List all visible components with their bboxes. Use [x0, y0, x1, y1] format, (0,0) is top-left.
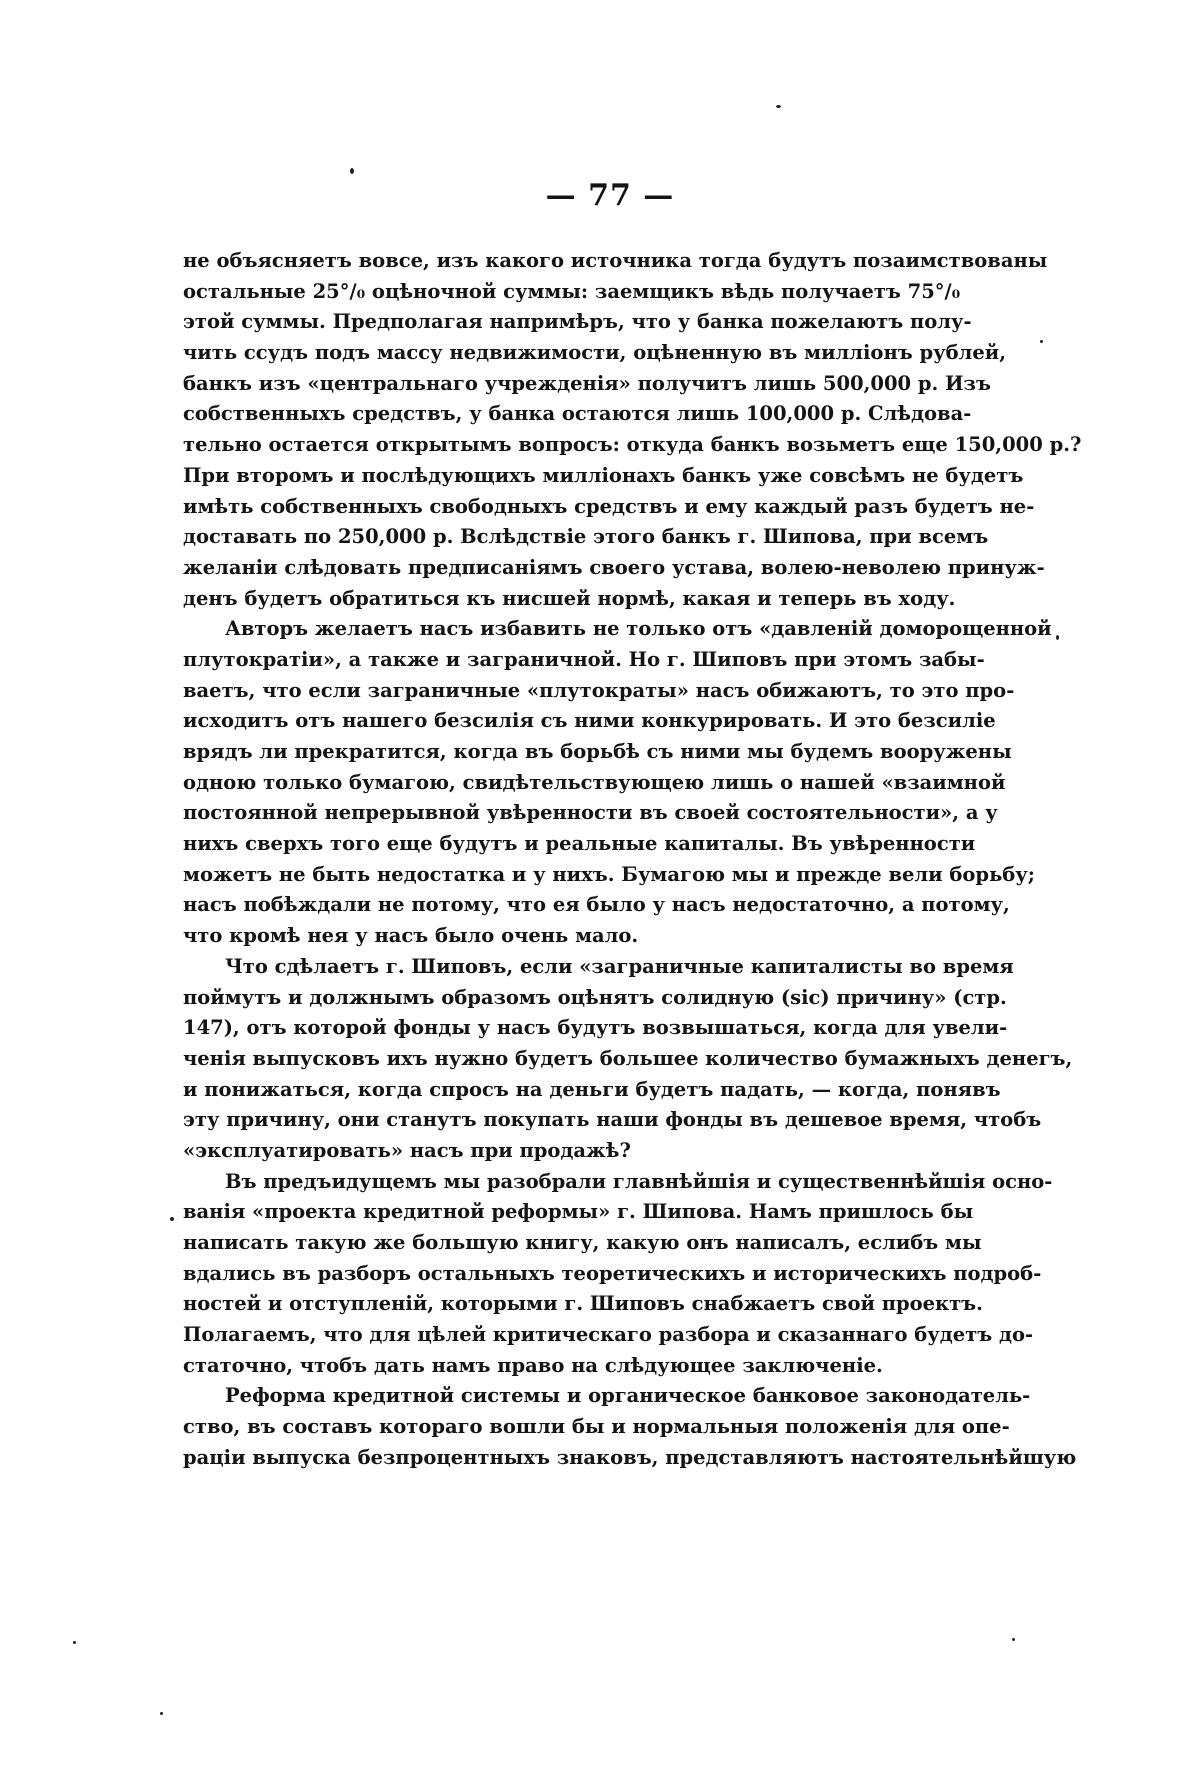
text-line: что кромѣ нея у насъ было очень мало. [183, 924, 639, 948]
text-line: При второмъ и послѣдующихъ милліонахъ банкъ уже совсѣмъ не будетъ [183, 463, 1024, 487]
paragraph-2 [183, 614, 1052, 952]
text-line: ваетъ, что если заграничные «плутократы» насъ обижаютъ, то это про- [183, 678, 1015, 702]
text-line: написать такую же большую книгу, какую онъ написалъ, еслибъ мы [183, 1231, 982, 1254]
text-line: исходитъ отъ нашего безсилія съ ними конкурировать. И это безсиліе [183, 709, 996, 733]
text-line: вдались въ разборъ остальныхъ теоретическихъ и историческихъ подроб- [183, 1261, 1042, 1285]
text-line: «эксплуатировать» насъ при продажѣ? [183, 1138, 631, 1162]
text-line: постоянной непрерывной увѣренности въ своей состоятельности», а у [183, 801, 998, 825]
text-line: ченія выпусковъ ихъ нужно будетъ большее количество бумажныхъ денегъ, [183, 1046, 1073, 1070]
ink-speck [160, 1712, 163, 1715]
text-line: Что сдѣлаетъ г. Шиповъ, если «заграничные капиталисты во время [225, 954, 1014, 978]
text-line: плутократіи», а также и заграничной. Но г. Шиповъ при этомъ забы- [183, 647, 985, 671]
paragraph-5 [183, 1381, 1077, 1473]
text-line: одною только бумагою, свидѣтельствующею лишь о нашей «взаимной [183, 770, 1006, 794]
ink-speck [776, 105, 781, 108]
text-line: собственныхъ средствъ, у банка остаются лишь 100,000 р. Слѣдова- [183, 402, 972, 426]
text-line: денъ будетъ обратиться къ нисшей нормѣ, какая и теперь въ ходу. [183, 586, 956, 610]
text-line: статочно, чтобъ дать намъ право на слѣдующее заключеніе. [183, 1353, 883, 1377]
text-line: Реформа кредитной системы и органическое банковое законодатель- [225, 1384, 1031, 1408]
paragraph-3 [183, 952, 1073, 1167]
text-line: банкъ изъ «центральнаго учрежденія» получитъ лишь 500,000 р. Изъ [183, 371, 991, 395]
text-line: и понижаться, когда спросъ на деньги будетъ падать, — когда, понявъ [183, 1077, 1001, 1101]
ink-speck [170, 1217, 174, 1221]
ink-speck [350, 168, 354, 174]
ink-speck [1012, 1638, 1015, 1641]
text-line: желаніи слѣдовать предписаніямъ своего устава, волею-неволею принуж- [183, 555, 1045, 579]
text-line: тельно остается открытымъ вопросъ: откуда банкъ возьметъ еще 150,000 р.? [183, 433, 1082, 457]
text-line: эту причину, они станутъ покупать наши фонды въ дешевое время, чтобъ [183, 1108, 1042, 1132]
ink-speck [1056, 635, 1059, 640]
text-line: нихъ сверхъ того еще будутъ и реальные капиталы. Въ увѣренности [183, 832, 976, 856]
text-line: поймутъ и должнымъ образомъ оцѣнятъ солидную (sic) причину» (стр. [183, 985, 1007, 1009]
text-line: можетъ не быть недостатка и у нихъ. Бумагою мы и прежде вели борьбу; [183, 862, 1035, 886]
text-line: врядъ ли прекратится, когда въ борьбѣ съ ними мы будемъ вооружены [183, 740, 1012, 763]
text-line: раціи выпуска безпроцентныхъ знаковъ, представляютъ настоятельнѣйшую [183, 1445, 1077, 1469]
page-number: — 77 — [545, 178, 675, 213]
text-line: Въ предъидущемъ мы разобрали главнѣйшія и существеннѣйшія осно- [225, 1169, 1053, 1193]
ink-speck [1040, 340, 1043, 343]
text-line: 147), отъ которой фонды у насъ будутъ возвышаться, когда для увели- [183, 1016, 1008, 1040]
text-line: чить ссудъ подъ массу недвижимости, оцѣненную въ милліонъ рублей, [183, 341, 1006, 365]
paragraph-1 [183, 246, 1082, 614]
text-line: Полагаемъ, что для цѣлей критическаго разбора и сказаннаго будетъ до- [183, 1323, 1034, 1347]
text-line: ванія «проекта кредитной реформы» г. Шипова. Намъ пришлось бы [183, 1200, 974, 1224]
text-line: ностей и отступленій, которыми г. Шиповъ снабжаетъ свой проектъ. [183, 1292, 983, 1316]
text-line: насъ побѣждали не потому, что ея было у насъ недостаточно, а потому, [183, 893, 1010, 917]
text-line: не объясняетъ вовсе, изъ какого источника тогда будутъ позаимствованы [183, 249, 1048, 272]
text-line: остальные 25°/₀ оцѣночной суммы: заемщикъ вѣдь получаетъ 75°/₀ [183, 279, 961, 303]
text-line: имѣть собственныхъ свободныхъ средствъ и ему каждый разъ будетъ не- [183, 494, 1035, 518]
text-line: доставать по 250,000 р. Вслѣдствіе этого банкъ г. Шипова, при всемъ [183, 525, 989, 549]
body-text [183, 246, 1082, 1474]
text-line: ство, въ составъ котораго вошли бы и нормальныя положенія для опе- [183, 1415, 1010, 1439]
text-line: Авторъ желаетъ насъ избавить не только отъ «давленій доморощенной [225, 617, 1052, 641]
text-line: этой суммы. Предполагая напримѣръ, что у банка пожелаютъ полу- [183, 310, 972, 334]
paragraph-4 [183, 1167, 1053, 1382]
ink-speck [73, 1641, 76, 1644]
